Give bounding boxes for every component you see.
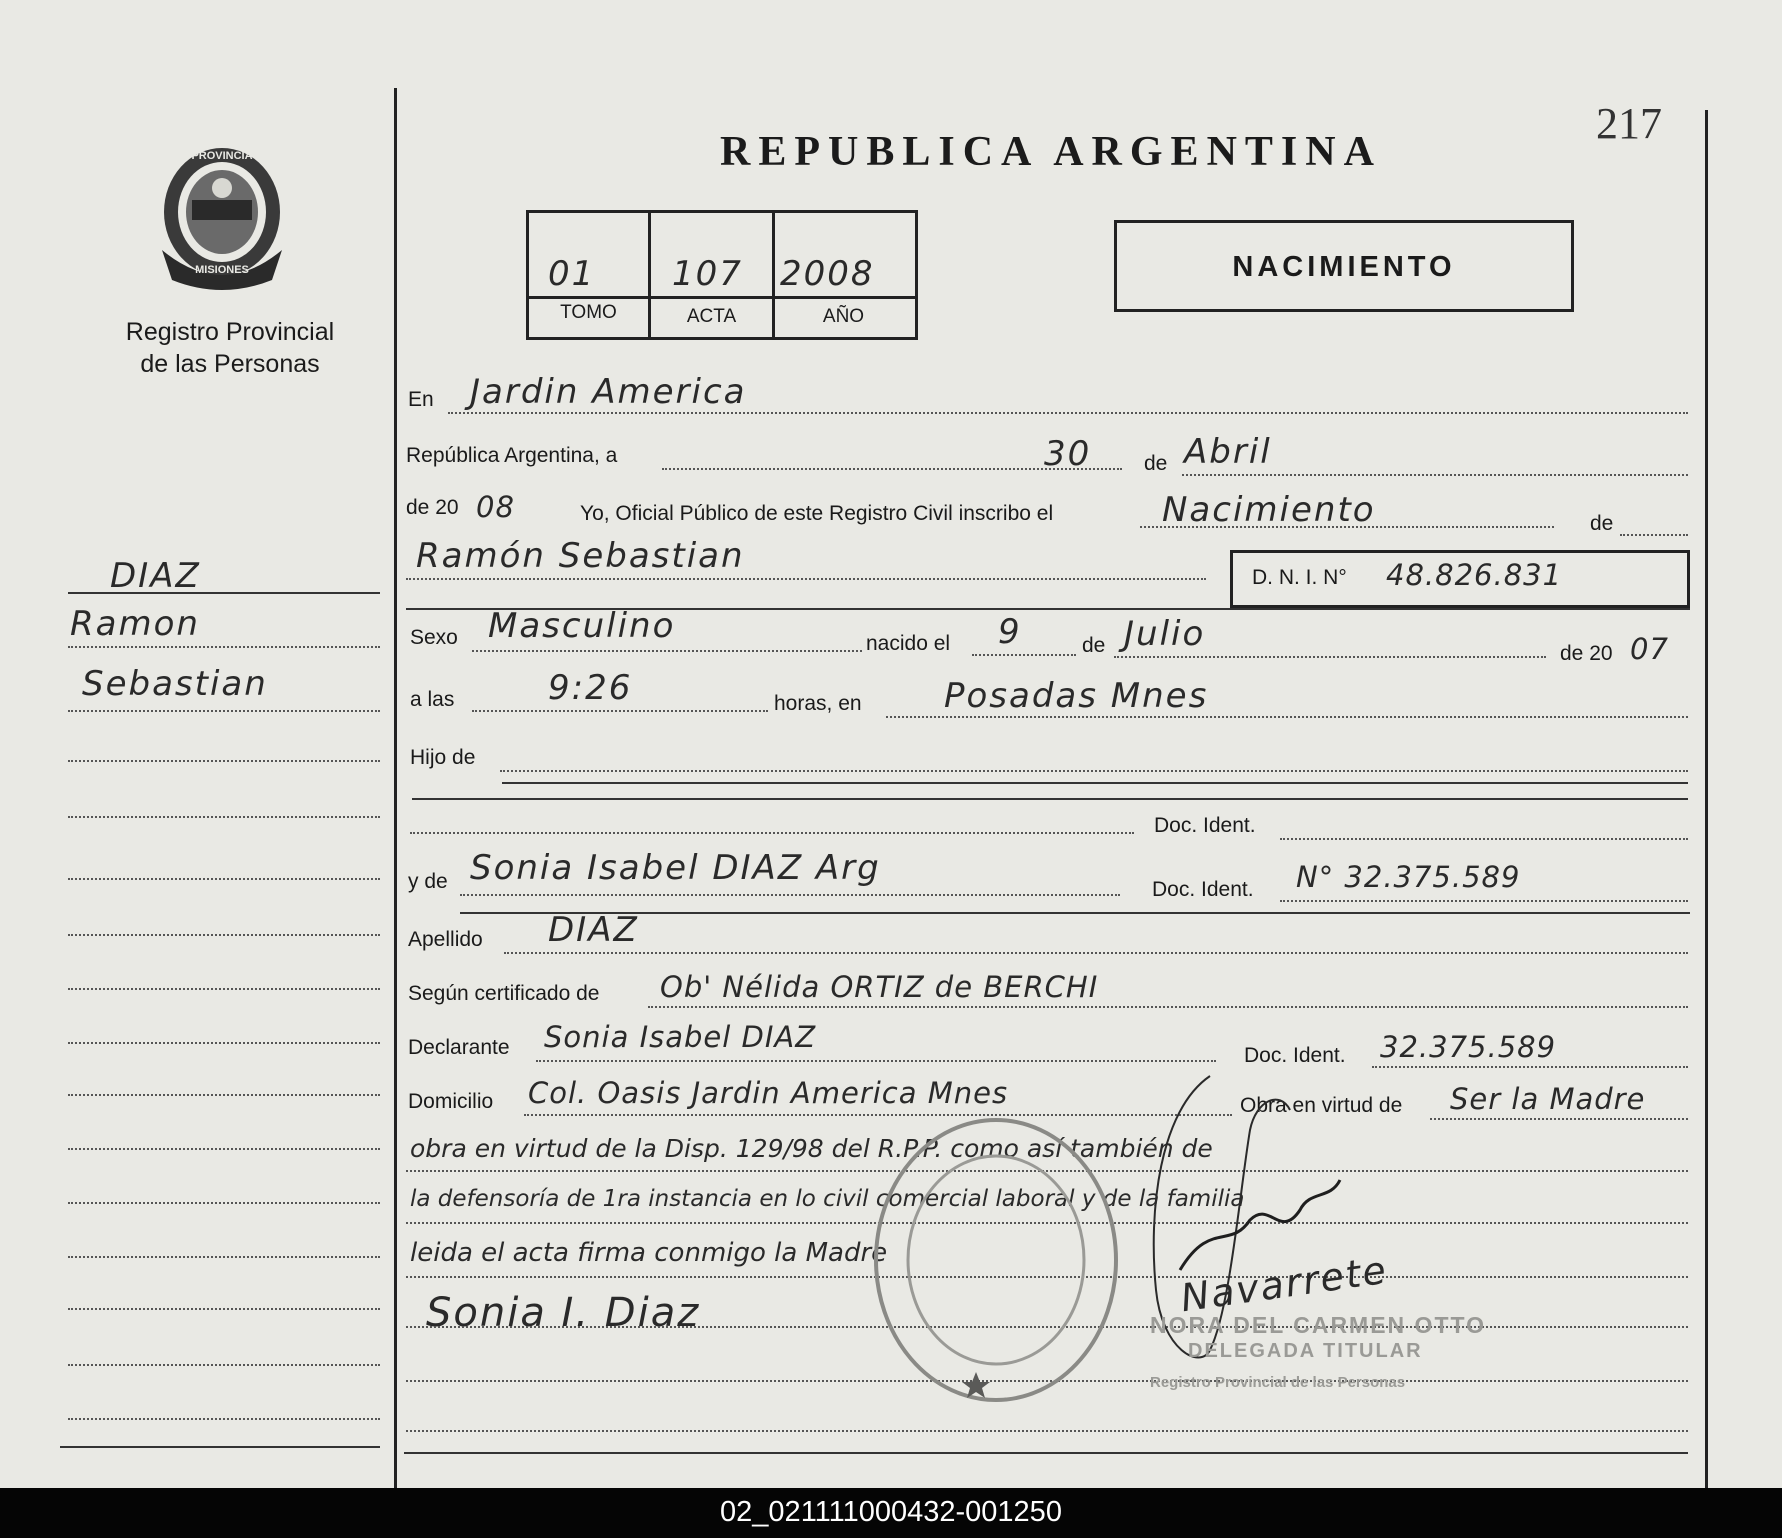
margin-rule xyxy=(68,646,380,648)
tomo-value: 01 xyxy=(548,254,596,294)
label-de-20: de 20 xyxy=(406,496,459,519)
field-line xyxy=(406,578,1206,580)
margin-rule xyxy=(68,710,380,712)
field-line xyxy=(504,952,1688,954)
margin-rule xyxy=(68,1042,380,1044)
field-line xyxy=(1430,1118,1688,1120)
margin-rule xyxy=(68,878,380,880)
box-divider xyxy=(526,296,915,299)
label-yo: Yo, Oficial Público de este Registro Civil inscribo el xyxy=(580,502,1054,525)
footer-bar xyxy=(0,1488,1782,1538)
label-doc-ident-3: Doc. Ident. xyxy=(1244,1044,1346,1067)
margin-rule xyxy=(68,760,380,762)
observation-line-2: la defensoría de 1ra instancia en lo civil comercial laboral y de la familia xyxy=(410,1186,1245,1212)
margin-rule xyxy=(68,1094,380,1096)
anio-value: 2008 xyxy=(780,254,875,294)
field-apellido: DIAZ xyxy=(548,910,639,950)
field-obra: Ser la Madre xyxy=(1450,1082,1646,1116)
margin-rule xyxy=(68,988,380,990)
label-domicilio: Domicilio xyxy=(408,1090,494,1113)
field-line xyxy=(460,894,1120,896)
margin-surname: DIAZ xyxy=(110,556,201,596)
field-line xyxy=(460,912,1690,914)
field-line xyxy=(536,1060,1216,1062)
label-doc-ident: Doc. Ident. xyxy=(1154,814,1256,837)
field-line xyxy=(502,782,1688,784)
margin-rule xyxy=(68,816,380,818)
label-republica: República Argentina, a xyxy=(406,444,618,467)
label-hijo-de: Hijo de xyxy=(410,746,476,769)
margin-rule xyxy=(68,592,380,594)
margin-rule xyxy=(68,934,380,936)
observation-line-1: obra en virtud de la Disp. 129/98 del R.P.P. como así también de xyxy=(410,1134,1213,1163)
label-obra: Obra en virtud de xyxy=(1240,1094,1403,1117)
field-nac-anio: 07 xyxy=(1630,632,1669,666)
field-madre-doc: N° 32.375.589 xyxy=(1296,860,1521,894)
organization-name xyxy=(92,316,368,380)
field-nombre: Ramón Sebastian xyxy=(416,536,745,576)
image-identifier: 02_021111000432-001250 xyxy=(720,1496,1062,1528)
stamp-official-title: DELEGADA TITULAR xyxy=(1188,1340,1423,1362)
field-domicilio: Col. Oasis Jardin America Mnes xyxy=(528,1076,1009,1110)
observation-line-3: leida el acta firma conmigo la Madre xyxy=(410,1238,888,1268)
field-line xyxy=(472,650,862,652)
stamp-official-registry: Registro Provincial de las Personas xyxy=(1150,1374,1406,1391)
field-line xyxy=(1280,900,1688,902)
signature-official: Navarrete xyxy=(1177,1247,1391,1321)
field-line xyxy=(886,716,1688,718)
anio-label: AÑO xyxy=(822,306,865,327)
field-madre: Sonia Isabel DIAZ Arg xyxy=(470,848,881,888)
label-de-3: de xyxy=(1082,634,1106,657)
field-line xyxy=(404,1452,1688,1454)
left-divider xyxy=(394,88,397,1488)
margin-rule xyxy=(68,1308,380,1310)
field-nac-dia: 9 xyxy=(998,612,1022,652)
field-line xyxy=(500,770,1688,772)
field-inscribe: Nacimiento xyxy=(1162,490,1376,530)
label-en: En xyxy=(408,388,434,411)
label-segun: Según certificado de xyxy=(408,982,600,1005)
field-certificado: Ob' Nélida ORTIZ de BERCHI xyxy=(660,970,1099,1004)
field-dni: 48.826.831 xyxy=(1386,558,1563,592)
field-line xyxy=(1372,1066,1688,1068)
label-dni: D. N. I. N° xyxy=(1252,566,1347,589)
field-line xyxy=(412,798,1688,800)
label-de-2: de xyxy=(1590,512,1614,535)
organization-line1: Registro Provincial xyxy=(125,318,335,346)
field-lugar-nac: Posadas Mnes xyxy=(944,676,1209,716)
page-number: 217 xyxy=(1596,99,1662,148)
field-nac-mes: Julio xyxy=(1124,614,1206,654)
tomo-label: TOMO xyxy=(560,302,617,323)
document-title: REPUBLICA ARGENTINA xyxy=(720,129,1382,175)
label-declarante: Declarante xyxy=(408,1036,510,1059)
field-anio: 08 xyxy=(476,490,515,524)
margin-rule xyxy=(68,1364,380,1366)
label-a-las: a las xyxy=(410,688,455,711)
field-declarante-doc: 32.375.589 xyxy=(1380,1030,1557,1064)
acta-value: 107 xyxy=(672,254,743,294)
field-line xyxy=(1280,838,1688,840)
margin-rule xyxy=(60,1446,380,1448)
margin-rule xyxy=(68,1148,380,1150)
official-round-stamp xyxy=(866,1110,1126,1410)
field-mes: Abril xyxy=(1184,432,1272,472)
field-line xyxy=(410,832,1134,834)
label-apellido: Apellido xyxy=(408,928,483,951)
label-horas-en: horas, en xyxy=(774,692,862,715)
label-y-de: y de xyxy=(408,870,448,893)
field-line xyxy=(406,1430,1688,1432)
organization-line2: de las Personas xyxy=(140,350,320,378)
field-line xyxy=(648,1006,1688,1008)
field-lugar: Jardin America xyxy=(470,372,747,412)
label-doc-ident-2: Doc. Ident. xyxy=(1152,878,1254,901)
seal-text-bottom: MISIONES xyxy=(195,264,249,276)
signature-mother: Sonia I. Diaz xyxy=(426,1290,701,1336)
field-line xyxy=(1114,656,1546,658)
field-dia: 30 xyxy=(1044,434,1092,474)
stamp-official-name: NORA DEL CARMEN OTTO xyxy=(1150,1312,1487,1338)
label-de: de xyxy=(1144,452,1168,475)
margin-rule xyxy=(68,1418,380,1420)
margin-first-name: Ramon xyxy=(70,604,200,644)
field-declarante: Sonia Isabel DIAZ xyxy=(544,1020,817,1054)
field-line xyxy=(972,654,1076,656)
field-sexo: Masculino xyxy=(488,606,676,646)
seal-text-top: PROVINCIA xyxy=(191,150,253,162)
field-hora: 9:26 xyxy=(548,668,633,708)
field-line xyxy=(448,412,1688,414)
margin-second-name: Sebastian xyxy=(82,664,268,704)
margin-rule xyxy=(68,1202,380,1204)
label-nacido: nacido el xyxy=(866,632,951,655)
field-line xyxy=(1182,474,1688,476)
right-border xyxy=(1705,110,1708,1488)
margin-rule xyxy=(68,1256,380,1258)
acta-label: ACTA xyxy=(686,306,737,327)
field-line xyxy=(472,710,768,712)
field-line xyxy=(1620,534,1688,536)
label-de-20-b: de 20 xyxy=(1560,642,1613,665)
label-sexo: Sexo xyxy=(410,626,458,649)
document-type: NACIMIENTO xyxy=(1232,251,1456,283)
